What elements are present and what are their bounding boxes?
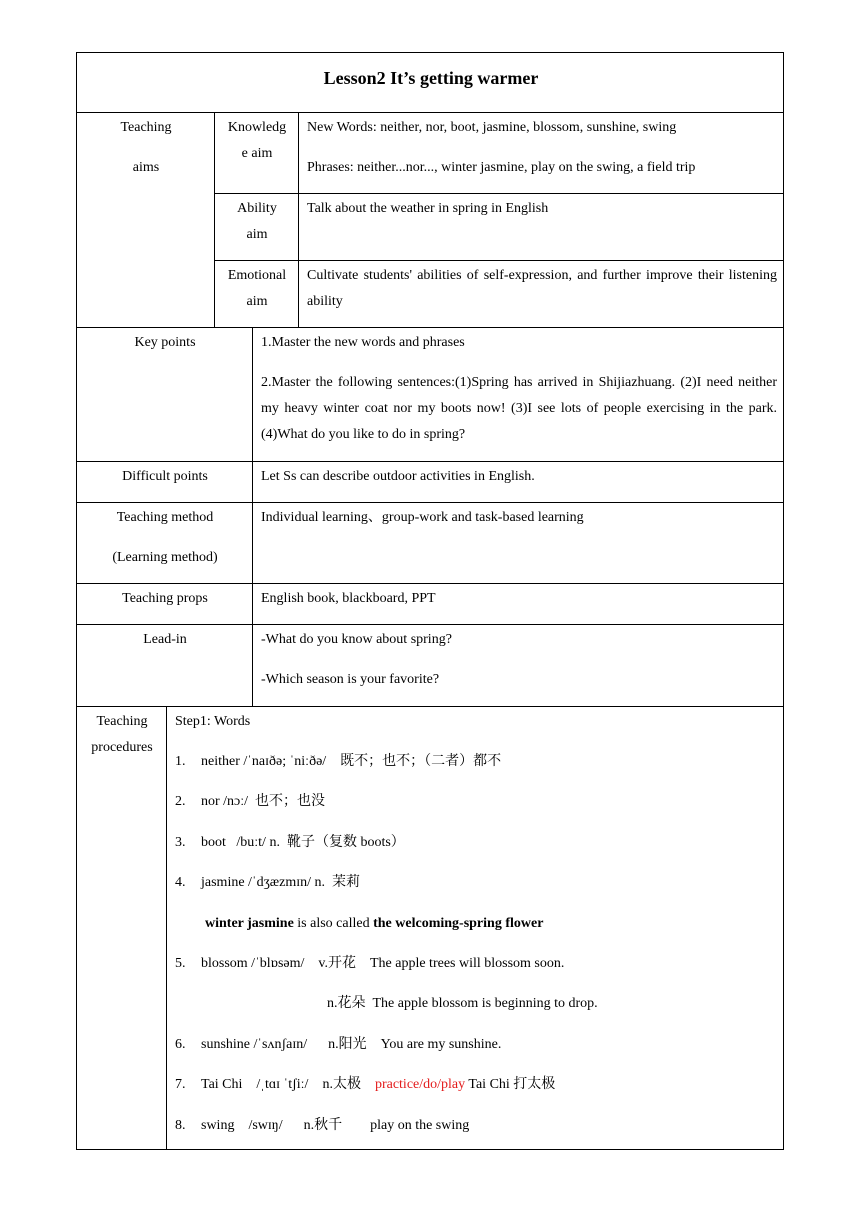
jasmine-note-bold-2: the welcoming-spring flower [373,916,544,931]
emotional-aim-label-line1: Emotional [227,268,287,283]
step-heading: Step1: Words [175,714,251,729]
key-point-1: 1.Master the new words and phrases [261,335,465,350]
ability-aim-label-cell [214,193,299,261]
procedures-label-line1: Teaching [96,714,148,729]
teaching-props-text: English book, blackboard, PPT [261,591,436,606]
key-points-content-cell [252,327,784,462]
ability-aim-label-line2: aim [246,227,268,242]
knowledge-aim-content-cell [298,112,784,194]
word-item-swing: swing /swɪŋ/ n.秋千 play on the swing [201,1118,470,1133]
lead-in-question-2: -Which season is your favorite? [261,672,440,687]
key-points-label: Key points [134,335,196,350]
procedures-label-line2: procedures [91,740,153,755]
procedures-content-cell [166,706,784,1150]
key-point-2: 2.Master the following sentences:(1)Spring has arrived in Shijiazhuang. (2)I need neither my heavy winter coat nor my boots now! (3)I see lots of people exercising in the park. (4)What do you like to do in spring? [261,375,777,442]
word-item-number: 8. [175,1118,186,1133]
emotional-aim-label-cell [214,260,299,328]
difficult-points-label: Difficult points [122,469,208,484]
aims-label-line2: aims [132,160,160,175]
word-item-blossom-noun: n.花朵 The apple blossom is beginning to drop. [327,996,598,1011]
teaching-props-content-cell [252,583,784,625]
emotional-aim-text: Cultivate students' abilities of self-expression, and further improve their listening ability [307,268,777,309]
knowledge-aim-label-cell [214,112,299,194]
teaching-method-label-line2: (Learning method) [112,550,218,565]
word-item-neither: neither /ˈnaɪðə; ˈniːðə/ 既不；也不；（二者）都不 [201,754,502,769]
knowledge-aim-label-line2: e aim [241,146,273,161]
difficult-points-label-cell [76,461,253,503]
difficult-points-content-cell [252,461,784,503]
teaching-method-text: Individual learning、group-work and task-based learning [261,510,584,525]
key-points-label-cell [76,327,253,462]
page-title: Lesson2 It’s getting warmer [323,68,539,88]
word-item-number: 5. [175,956,186,971]
difficult-points-text: Let Ss can describe outdoor activities in English. [261,469,535,484]
aims-label-cell [76,112,215,328]
word-item-blossom: blossom /ˈblɒsəm/ v.开花 The apple trees will blossom soon. [201,956,565,971]
ability-aim-content-cell [298,193,784,261]
emotional-aim-content-cell [298,260,784,328]
tai-chi-text: Tai Chi /ˌtɑɪ ˈtʃiː/ n.太极 [201,1077,375,1092]
jasmine-note-bold-1: winter jasmine [205,916,294,931]
emotional-aim-label-line2: aim [246,294,268,309]
tai-chi-phrase: Tai Chi 打太极 [465,1077,556,1092]
lesson-plan-table [76,52,784,1150]
lead-in-label-cell [76,624,253,707]
phrases-text: Phrases: neither...nor..., winter jasmine, play on the swing, a field trip [307,160,696,175]
word-item-tai-chi [201,1075,555,1095]
word-item-number: 6. [175,1037,186,1052]
lead-in-label: Lead-in [143,632,187,647]
word-item-number: 2. [175,794,186,809]
jasmine-note-middle: is also called [293,916,374,931]
ability-aim-label-line1: Ability [237,201,277,216]
teaching-method-label-line1: Teaching method [116,510,214,525]
tai-chi-verbs-highlight: practice/do/play [374,1077,466,1092]
lead-in-content-cell [252,624,784,707]
teaching-method-content-cell [252,502,784,584]
title-cell [76,52,784,113]
procedures-label-cell [76,706,167,1150]
word-item-number: 3. [175,835,186,850]
lead-in-question-1: -What do you know about spring? [261,632,452,647]
teaching-props-label: Teaching props [122,591,208,606]
word-item-jasmine: jasmine /ˈdʒæzmɪn/ n. 茉莉 [201,875,361,890]
teaching-props-label-cell [76,583,253,625]
word-item-number: 7. [175,1077,186,1092]
word-item-nor: nor /nɔː/ 也不；也没 [201,794,326,809]
ability-aim-text: Talk about the weather in spring in English [307,201,549,216]
word-item-number: 1. [175,754,186,769]
word-item-boot: boot /buːt/ n. 靴子（复数 boots） [201,835,405,850]
knowledge-aim-label-line1: Knowledg [227,120,287,135]
teaching-method-label-cell [76,502,253,584]
new-words-text: New Words: neither, nor, boot, jasmine, blossom, sunshine, swing [307,120,677,135]
aims-label-line1: Teaching [120,120,172,135]
word-item-number: 4. [175,875,186,890]
jasmine-note [205,914,543,934]
word-item-sunshine: sunshine /ˈsʌnʃaɪn/ n.阳光 You are my sunshine. [201,1037,502,1052]
